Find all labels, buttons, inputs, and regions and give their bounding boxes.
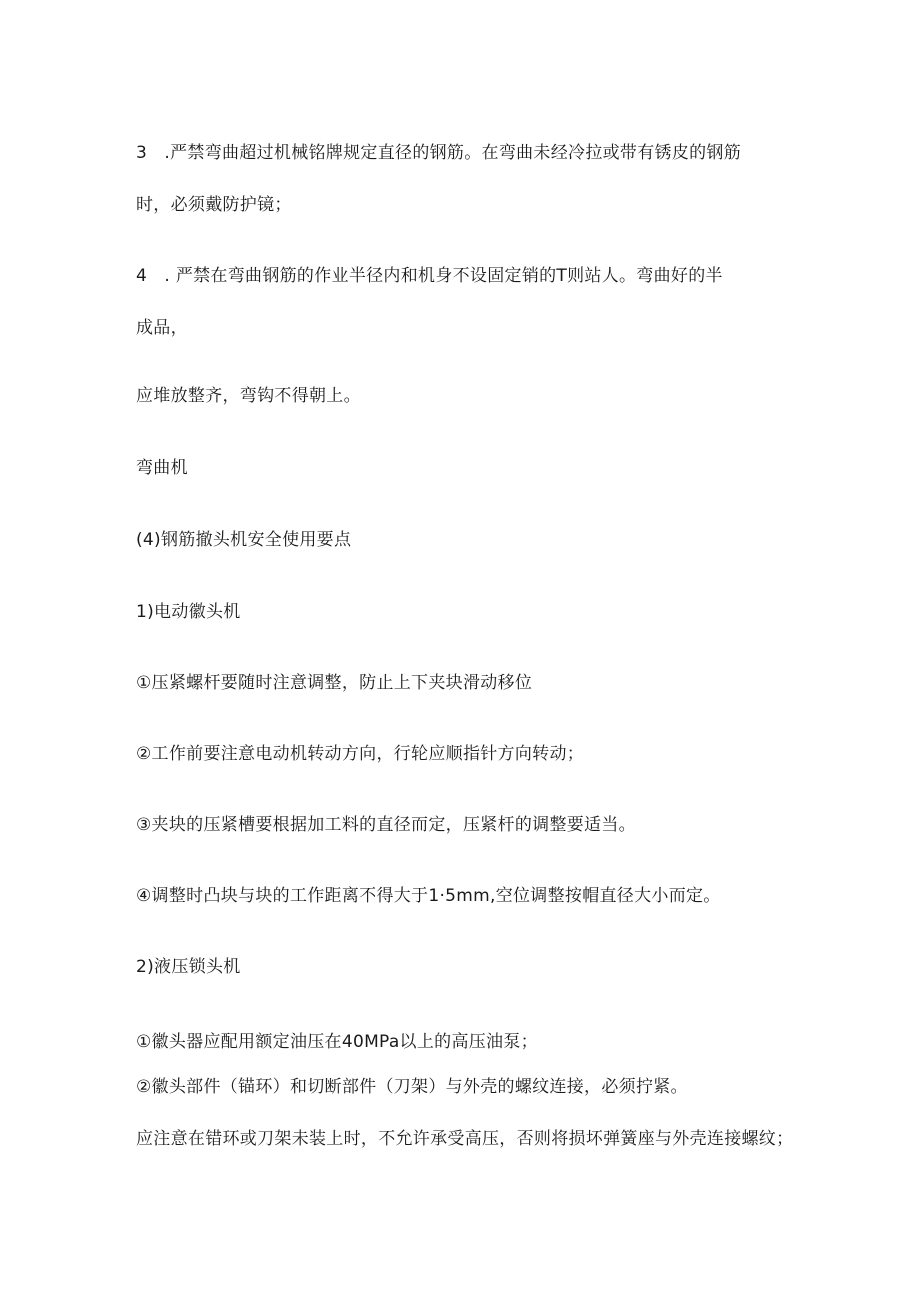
list-item-2: ②工作前要注意电动机转动方向，行轮应顺指针方向转动；	[136, 744, 585, 764]
paragraph-line-5: 应堆放整齐，弯钩不得朝上。	[136, 386, 361, 406]
paragraph-line-4: 成品，	[136, 318, 188, 338]
list-item-1: ①压紧螺杆要随时注意调整，防止上下夹块滑动移位	[136, 673, 533, 693]
section-heading: (4)钢筋撤头机安全使用要点	[136, 530, 352, 550]
subsection-heading-2: 2)液压锁头机	[136, 957, 241, 977]
subsection-heading-1: 1)电动徽头机	[136, 602, 241, 622]
list-item-3: ③夹块的压紧槽要根据加工料的直径而定，压紧杆的调整要适当。	[136, 815, 636, 835]
paragraph-line-1: 3 .严禁弯曲超过机械铭牌规定直径的钢筋。在弯曲未经冷拉或带有锈皮的钢筋	[136, 143, 742, 163]
paragraph-line-2: 时，必须戴防护镜；	[136, 195, 292, 215]
list-item-5: ①徽头器应配用额定油压在40MPa以上的高压油泵；	[136, 1032, 538, 1052]
list-item-4: ④调整时凸块与块的工作距离不得大于1·5mm,空位调整按帽直径大小而定。	[136, 886, 721, 906]
paragraph-line-3: 4 . 严禁在弯曲钢筋的作业半径内和机身不设固定销的T则站人。弯曲好的半	[136, 266, 723, 286]
section-label: 弯曲机	[136, 458, 188, 478]
paragraph-note: 应注意在错环或刀架未装上时，不允许承受高压，否则将损坏弹簧座与外壳连接螺纹；	[136, 1129, 794, 1149]
list-item-6: ②徽头部件（锚环）和切断部件（刀架）与外壳的螺纹连接，必须拧紧。	[136, 1077, 688, 1097]
